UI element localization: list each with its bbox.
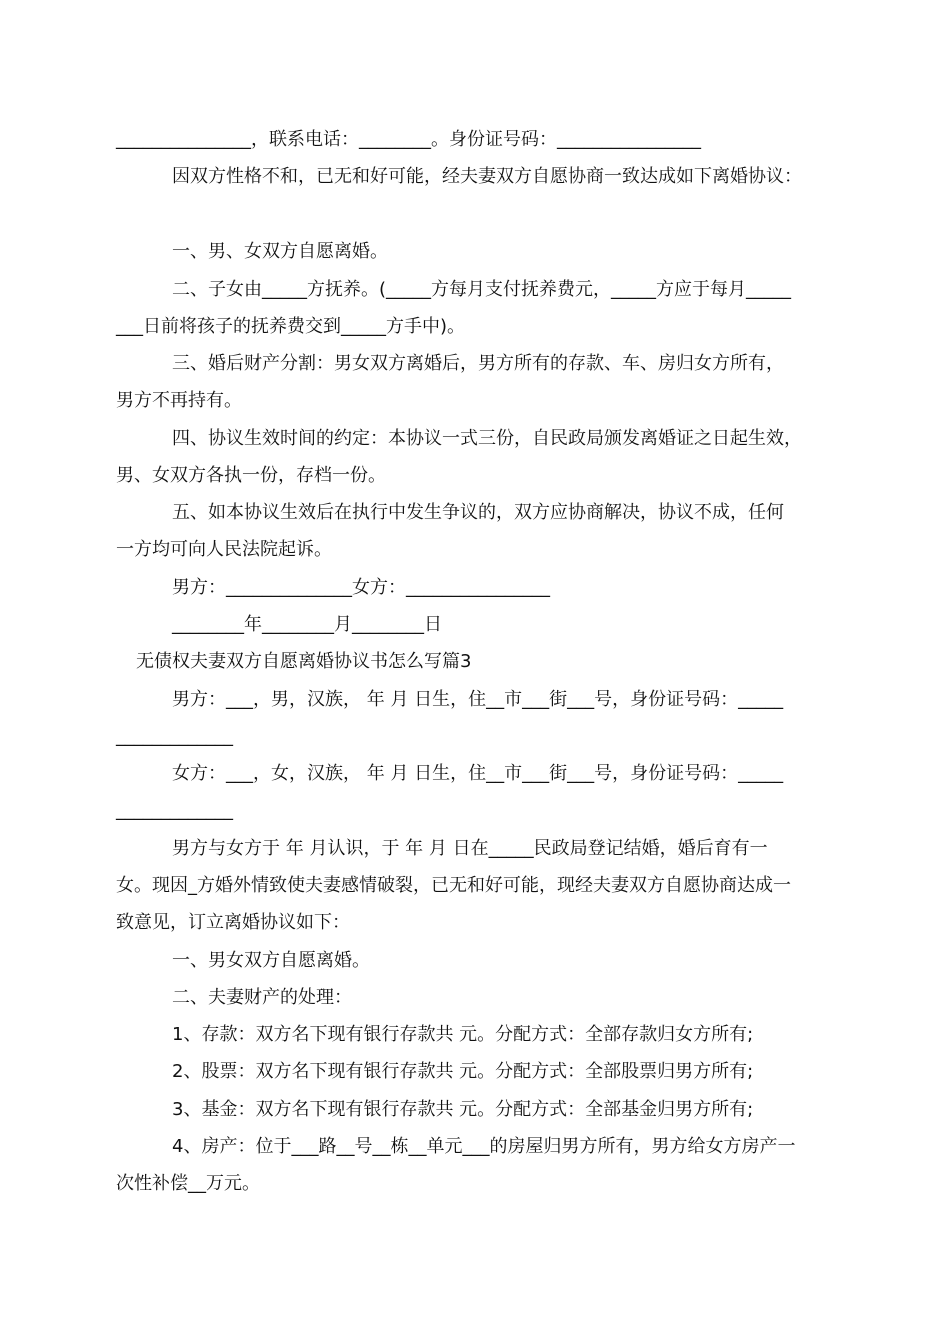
- clause-4: 四、协议生效时间的约定：本协议一式三份，自民政局颁发离婚证之日起生效，: [172, 428, 802, 449]
- clause-5: 五、如本协议生效后在执行中发生争议的，双方应协商解决，协议不成，任何: [172, 502, 784, 523]
- section-heading: 无债权夫妻双方自愿离婚协议书怎么写篇3: [136, 651, 472, 672]
- clause-2: 二、子女由_____方抚养。(_____方每月支付抚养费元，_____方应于每月_____: [172, 279, 792, 300]
- background-paragraph: 男方与女方于 年 月认识，于 年 月 日在_____民政局登记结婚，婚后育有一: [172, 838, 768, 859]
- signature-line: 男方：______________女方：________________: [172, 577, 550, 598]
- item-2: 二、夫妻财产的处理：: [172, 987, 352, 1008]
- clause-3: 三、婚后财产分割：男女双方离婚后，男方所有的存款、车、房归女方所有，: [172, 353, 784, 374]
- property-house: 4、房产：位于___路__号__栋__单元___的房屋归男方所有，男方给女方房产一: [172, 1136, 796, 1157]
- wife-id-blank: _____________: [116, 800, 233, 821]
- property-stocks: 2、股票：双方名下现有银行存款共 元。分配方式：全部股票归男方所有;: [172, 1061, 754, 1082]
- intro-paragraph: 因双方性格不和，已无和好可能，经夫妻双方自愿协商一致达成如下离婚协议：: [172, 166, 802, 187]
- date-line: ________年________月________日: [172, 614, 442, 635]
- clause-4-continued: 男、女双方各执一份，存档一份。: [116, 465, 386, 486]
- item-1: 一、男女双方自愿离婚。: [172, 950, 370, 971]
- property-house-continued: 次性补偿__万元。: [116, 1173, 260, 1194]
- wife-info: 女方：___，女，汉族， 年 月 日生，住__市___街___号，身份证号码：_____: [172, 763, 784, 784]
- background-continued-2: 致意见，订立离婚协议如下：: [116, 912, 350, 933]
- clause-3-continued: 男方不再持有。: [116, 390, 242, 411]
- husband-info: 男方：___，男，汉族， 年 月 日生，住__市___街___号，身份证号码：_____: [172, 689, 784, 710]
- contact-info-line: _______________，联系电话：________。身份证号码：________________: [116, 129, 701, 150]
- clause-2-continued: ___日前将孩子的抚养费交到_____方手中)。: [116, 316, 466, 337]
- clause-5-continued: 一方均可向人民法院起诉。: [116, 539, 332, 560]
- property-funds: 3、基金：双方名下现有银行存款共 元。分配方式：全部基金归男方所有;: [172, 1099, 754, 1120]
- clause-1: 一、男、女双方自愿离婚。: [172, 241, 388, 262]
- husband-id-blank: _____________: [116, 726, 233, 747]
- property-deposits: 1、存款：双方名下现有银行存款共 元。分配方式：全部存款归女方所有;: [172, 1024, 754, 1045]
- background-continued-1: 女。现因_方婚外情致使夫妻感情破裂，已无和好可能，现经夫妻双方自愿协商达成一: [116, 875, 791, 896]
